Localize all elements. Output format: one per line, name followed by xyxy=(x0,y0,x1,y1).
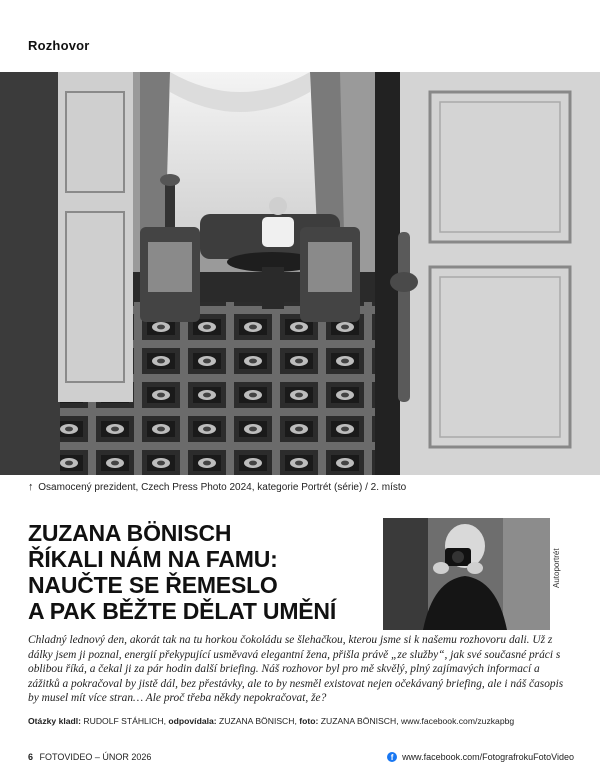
footer-page-info xyxy=(28,752,151,762)
magazine-issue: FOTOVIDEO – ÚNOR 2026 xyxy=(39,752,152,762)
credit-answers-label: odpovídala: xyxy=(168,716,217,726)
page-number: 6 xyxy=(28,752,34,762)
footer-link[interactable] xyxy=(387,752,574,762)
article-headline xyxy=(28,520,373,624)
section-label: Rozhovor xyxy=(28,38,90,53)
credit-answers-value: ZUZANA BÖNISCH, xyxy=(219,716,297,726)
facebook-link[interactable]: www.facebook.com/FotografrokuFotoVideo xyxy=(402,752,574,762)
credit-photo-value: ZUZANA BÖNISCH, www.facebook.com/zuzkapbg xyxy=(320,716,515,726)
article-credits xyxy=(28,716,578,726)
headline-line: NAUČTE SE ŘEMESLO xyxy=(28,572,278,598)
headline-line: ŘÍKALI NÁM NA FAMU: xyxy=(28,546,278,572)
facebook-icon: f xyxy=(387,752,397,762)
hero-photo xyxy=(0,72,600,475)
photo-caption-text: Osamocený prezident, Czech Press Photo 2024, kategorie Portrét (série) / 2. místo xyxy=(38,482,407,493)
article-perex: Chladný lednový den, akorát tak na tu horkou čokoládu se šlehačkou, kterou jsme si k našemu rozhovoru dali. Už z dálky jsem ji poznal, energií překypující usměvavá elegantní žena, přišla právě „ze služby“, jak své současné práci s oblibou říká, a čekal ji za pár hodin další briefing. Náš rozhovor byl pro mě skvělý, plný zajímavých informací a zážitků a pokračoval by jistě dál, bez přestávky, ale to by nesměl existovat nejen očekávaný briefing, ale i náš časopis by musel mít více stran… Ale proč třeba někdy nepokračovat, že? xyxy=(28,634,564,705)
credit-questions-label: Otázky kladl: xyxy=(28,716,82,726)
credit-photo-label: foto: xyxy=(299,716,319,726)
arrow-up-icon: ↑ xyxy=(28,481,34,493)
portrait-label: Autoportrét xyxy=(552,548,561,588)
credit-questions-value: RUDOLF STÁHLICH, xyxy=(83,716,167,726)
headline-line: ZUZANA BÖNISCH xyxy=(28,520,232,546)
self-portrait-photo xyxy=(383,518,550,630)
photo-caption xyxy=(28,481,406,493)
headline-line: A PAK BĚŽTE DĚLAT UMĚNÍ xyxy=(28,598,337,624)
